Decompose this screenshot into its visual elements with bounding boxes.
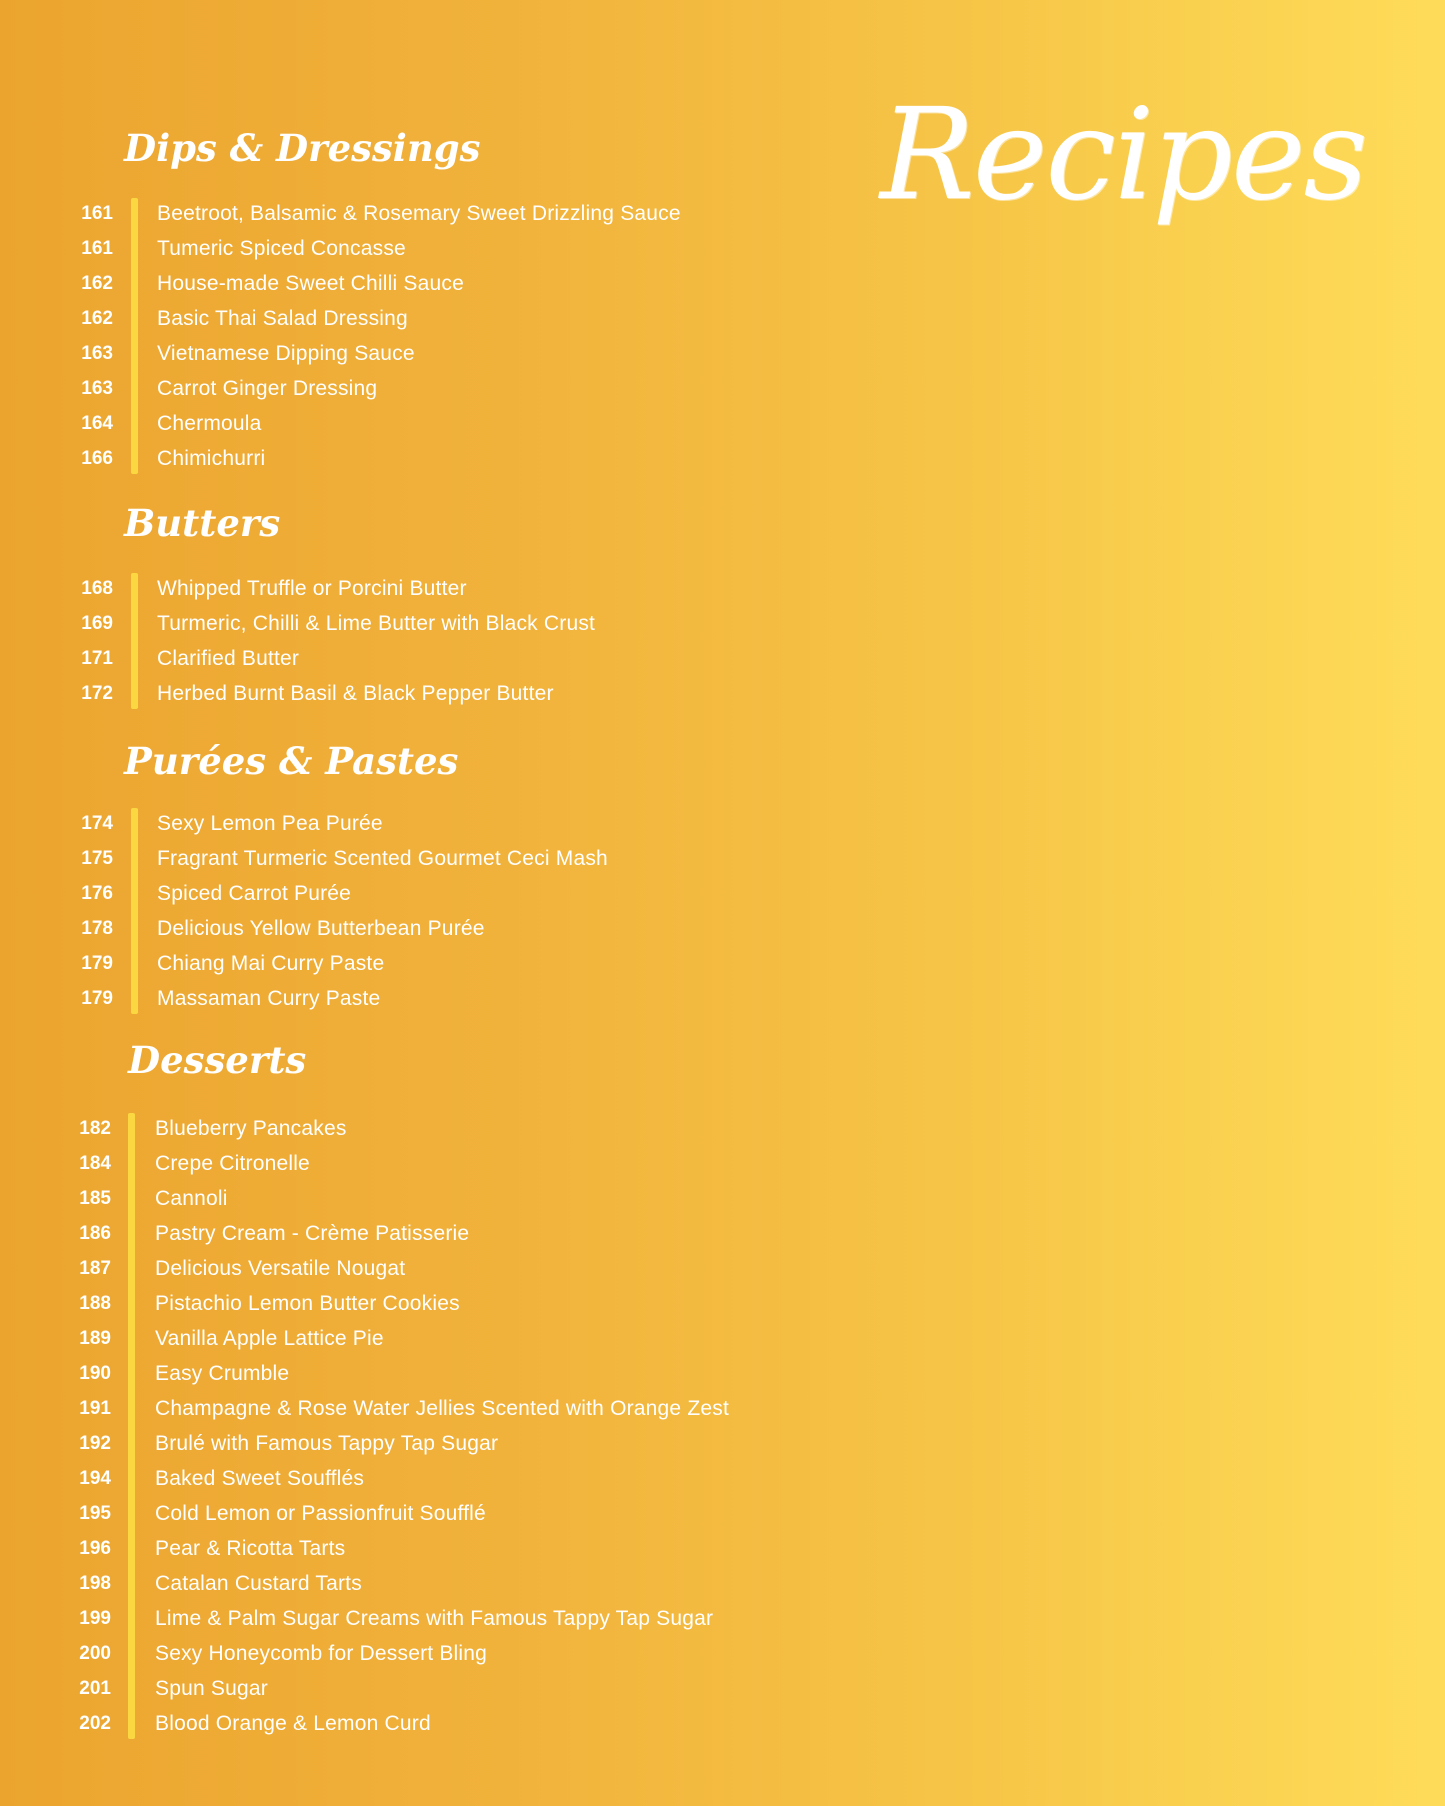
page-number: 194 [79,1468,111,1489]
page-number: 201 [79,1678,111,1699]
recipe-title: Crepe Citronelle [155,1152,310,1175]
recipe-title: Baked Sweet Soufflés [155,1467,365,1490]
page-number: 198 [79,1573,111,1594]
recipe-title: Lime & Palm Sugar Creams with Famous Tappy Tap Sugar [155,1607,714,1630]
page-number: 163 [81,378,113,399]
page-number: 195 [79,1503,111,1524]
recipe-title: Massaman Curry Paste [157,987,381,1010]
recipe-title: Chermoula [157,412,262,435]
page-number: 192 [79,1433,111,1454]
recipe-title: Chiang Mai Curry Paste [157,952,385,975]
page-number: 161 [81,203,113,224]
recipe-title: Brulé with Famous Tappy Tap Sugar [155,1432,499,1455]
recipe-title: Fragrant Turmeric Scented Gourmet Ceci Mash [157,847,608,870]
recipe-title: Champagne & Rose Water Jellies Scented with Orange Zest [155,1397,729,1420]
page-number: 168 [81,578,113,599]
page-number: 185 [79,1188,111,1209]
page-number: 179 [81,988,113,1009]
recipe-title: Cold Lemon or Passionfruit Soufflé [155,1502,486,1525]
section-accent-bar [128,1113,135,1739]
page-number: 176 [81,883,113,904]
section-accent-bar [131,573,138,709]
recipe-title: House-made Sweet Chilli Sauce [157,272,464,295]
section-heading: Butters [124,501,281,545]
page-number: 187 [79,1258,111,1279]
section-heading: Desserts [128,1038,307,1082]
page-number: 186 [79,1223,111,1244]
page-number: 179 [81,953,113,974]
recipe-title: Blood Orange & Lemon Curd [155,1712,431,1735]
recipe-title: Catalan Custard Tarts [155,1572,362,1595]
page-number: 175 [81,848,113,869]
recipe-title: Blueberry Pancakes [155,1117,347,1140]
recipe-title: Vanilla Apple Lattice Pie [155,1327,384,1350]
page-number: 166 [81,448,113,469]
recipe-title: Vietnamese Dipping Sauce [157,342,415,365]
page-number: 199 [79,1608,111,1629]
page-number: 191 [79,1398,111,1419]
page-number: 202 [79,1713,111,1734]
recipe-title: Sexy Lemon Pea Purée [157,812,383,835]
page-number: 171 [81,648,113,669]
recipe-title: Delicious Yellow Butterbean Purée [157,917,485,940]
recipe-title: Beetroot, Balsamic & Rosemary Sweet Drizzling Sauce [157,202,681,225]
page-number: 161 [81,238,113,259]
section-accent-bar [131,808,138,1014]
page-number: 164 [81,413,113,434]
page-title: Recipes [880,81,1367,228]
section-accent-bar [131,198,138,474]
recipe-title: Easy Crumble [155,1362,290,1385]
page-number: 178 [81,918,113,939]
recipe-title: Chimichurri [157,447,266,470]
page-number: 162 [81,308,113,329]
recipe-title: Sexy Honeycomb for Dessert Bling [155,1642,488,1665]
recipe-title: Turmeric, Chilli & Lime Butter with Black Crust [157,612,596,635]
section-heading: Purées & Pastes [124,739,459,783]
recipe-title: Delicious Versatile Nougat [155,1257,406,1280]
page-number: 196 [79,1538,111,1559]
page-number: 169 [81,613,113,634]
recipe-title: Clarified Butter [157,647,300,670]
page-number: 162 [81,273,113,294]
page-number: 200 [79,1643,111,1664]
recipe-title: Pear & Ricotta Tarts [155,1537,346,1560]
page-number: 172 [81,683,113,704]
recipe-title: Herbed Burnt Basil & Black Pepper Butter [157,682,554,705]
recipe-title: Basic Thai Salad Dressing [157,307,408,330]
recipe-title: Pastry Cream - Crème Patisserie [155,1222,470,1245]
recipe-title: Tumeric Spiced Concasse [157,237,406,260]
recipe-title: Cannoli [155,1187,228,1210]
page-number: 188 [79,1293,111,1314]
recipe-title: Spun Sugar [155,1677,268,1700]
page-number: 163 [81,343,113,364]
page-number: 182 [79,1118,111,1139]
recipe-title: Whipped Truffle or Porcini Butter [157,577,467,600]
page-number: 184 [79,1153,111,1174]
page-number: 189 [79,1328,111,1349]
recipe-title: Carrot Ginger Dressing [157,377,378,400]
page-number: 174 [81,813,113,834]
recipe-title: Spiced Carrot Purée [157,882,352,905]
recipe-title: Pistachio Lemon Butter Cookies [155,1292,460,1315]
section-heading: Dips & Dressings [124,126,481,170]
page-number: 190 [79,1363,111,1384]
